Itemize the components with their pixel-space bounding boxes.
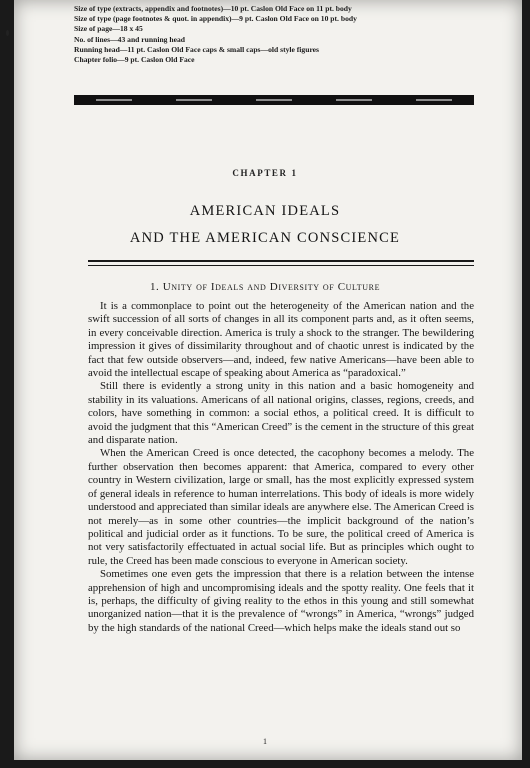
spec-line: Chapter folio—9 pt. Caslon Old Face bbox=[74, 55, 195, 65]
margin-speck bbox=[6, 30, 9, 36]
body-text bbox=[88, 300, 474, 635]
spec-line: Size of type (extracts, appendix and footnotes)—10 pt. Caslon Old Face on 11 pt. body bbox=[74, 4, 352, 13]
spec-line: No. of lines—43 and running head bbox=[74, 34, 185, 44]
running-head-bar bbox=[74, 95, 474, 105]
bar-mark bbox=[416, 99, 452, 101]
chapter-title-line-1: AMERICAN IDEALS bbox=[189, 203, 341, 219]
section-heading-text: 1. Unity of Ideals and Diversity of Culture bbox=[149, 281, 381, 293]
paragraph: When the American Creed is once detected, the cacophony becomes a melody. The further observation then becomes apparent: that America, compared to every other country in Western civilization, large or small, has the most explicitly expressed system of general ideals in reference to human interrelations. This body of ideals is more widely understood and appreciated than similar ideals are anywhere else. The American Creed is not merely—as in some other countries—the implicit background of the nation’s political and judicial order as it functions. To be sure, the political creed of America is not very satisfactorily effectuated in actual social life. But as principles which ought to rule, the Creed has been made conscious to everyone in American society. bbox=[88, 447, 474, 567]
bar-mark bbox=[96, 99, 132, 101]
bar-mark bbox=[336, 99, 372, 101]
paragraph: Sometimes one even gets the impression that there is a relation between the intense apprehension of high and uncompromising ideals and the spotty reality. One feels that it is, perhaps, the difficulty of giving reality to the ethos in this young and still somewhat unorganized nation—that it is the prevalence of “wrongs” in America, “wrongs” judged by the high standards of the national Creed—which helps make the ideals stand out so bbox=[88, 568, 474, 634]
spec-line: Size of page—18 x 45 bbox=[74, 24, 143, 34]
typesetting-specs bbox=[74, 4, 494, 65]
spec-line: Size of type (page footnotes & quot. in appendix)—9 pt. Caslon Old Face on 10 pt. body bbox=[74, 14, 357, 24]
paragraph: Still there is evidently a strong unity in this nation and a basic homogeneity and stability in its valuations. Americans of all national origins, classes, regions, creeds, and colors, have something in common: a social ethos, a political creed. It is difficult to avoid the judgment that this “American Creed” is the cement in the structure of this great and disparate nation. bbox=[88, 380, 474, 447]
chapter-label: CHAPTER 1 bbox=[232, 168, 298, 178]
page-folio: 1 bbox=[263, 737, 267, 746]
double-rule-bottom bbox=[88, 265, 474, 266]
chapter-title-line-2: AND THE AMERICAN CONSCIENCE bbox=[129, 230, 401, 246]
spec-line: Running head—11 pt. Caslon Old Face caps & small caps—old style figures bbox=[74, 44, 319, 54]
bar-mark bbox=[256, 99, 292, 101]
section-heading bbox=[0, 281, 530, 293]
bar-mark bbox=[176, 99, 212, 101]
paragraph: It is a commonplace to point out the heterogeneity of the American nation and the swift succession of all sorts of changes in all its component parts and, as it often seems, in every conceivable direction. America is truly a shock to the stranger. The bewildering impression it gives of dissimilarity throughout and of chaotic unrest is indicated by the fact that few outside observers—and, indeed, few native Americans—have been able to avoid the intellectual escape of speaking about America as “paradoxical.” bbox=[88, 300, 474, 380]
double-rule-top bbox=[88, 260, 474, 262]
